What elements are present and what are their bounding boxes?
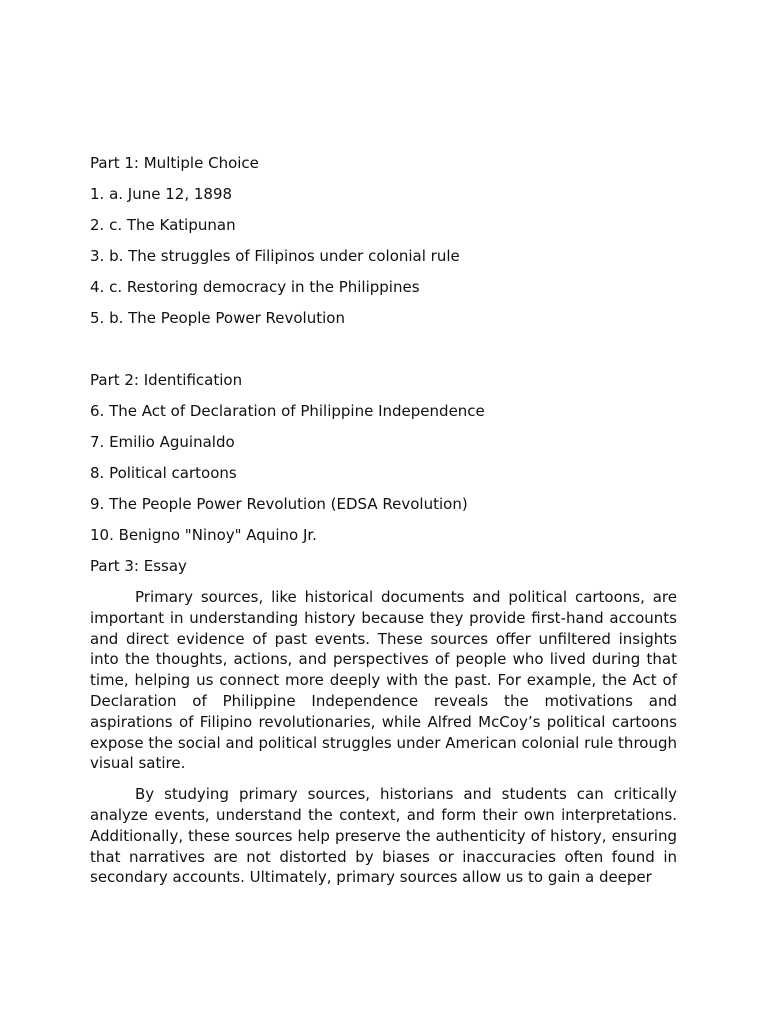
part2-answer-8: 8. Political cartoons bbox=[90, 464, 237, 482]
part2-answer-9: 9. The People Power Revolution (EDSA Revolution) bbox=[90, 495, 468, 513]
document-page bbox=[90, 153, 677, 898]
part1-heading: Part 1: Multiple Choice bbox=[90, 154, 259, 172]
part2-answer-6: 6. The Act of Declaration of Philippine Independence bbox=[90, 402, 485, 420]
essay-paragraph-1: Primary sources, like historical documents and political cartoons, are important in understanding history because they provide first-hand accounts and direct evidence of past events. These sources offer unfiltered insights into the thoughts, actions, and perspectives of people who lived during that time, helping us connect more deeply with the past. For example, the Act of Declaration of Philippine Independence reveals the motivations and aspirations of Filipino revolutionaries, while Alfred McCoy’s political cartoons expose the social and political struggles under American colonial rule through visual satire. bbox=[90, 588, 677, 773]
section-spacer bbox=[90, 339, 677, 370]
part2-heading: Part 2: Identification bbox=[90, 371, 243, 389]
part1-answer-5: 5. b. The People Power Revolution bbox=[90, 309, 345, 327]
part1-answer-1: 1. a. June 12, 1898 bbox=[90, 185, 233, 203]
part2-answer-7: 7. Emilio Aguinaldo bbox=[90, 433, 235, 451]
part1-answer-4: 4. c. Restoring democracy in the Philippines bbox=[90, 278, 420, 296]
essay-paragraph-2: By studying primary sources, historians and students can critically analyze events, understand the context, and form their own interpretations. Additionally, these sources help preserve the authenticity of history, ensuring that narratives are not distorted by biases or inaccuracies often found in secondary accounts. Ultimately, primary sources allow us to gain a deeper bbox=[90, 785, 677, 887]
part1-answer-3: 3. b. The struggles of Filipinos under colonial rule bbox=[90, 247, 460, 265]
part3-heading: Part 3: Essay bbox=[90, 557, 187, 575]
part1-answer-2: 2. c. The Katipunan bbox=[90, 216, 236, 234]
part2-answer-10: 10. Benigno "Ninoy" Aquino Jr. bbox=[90, 526, 317, 544]
